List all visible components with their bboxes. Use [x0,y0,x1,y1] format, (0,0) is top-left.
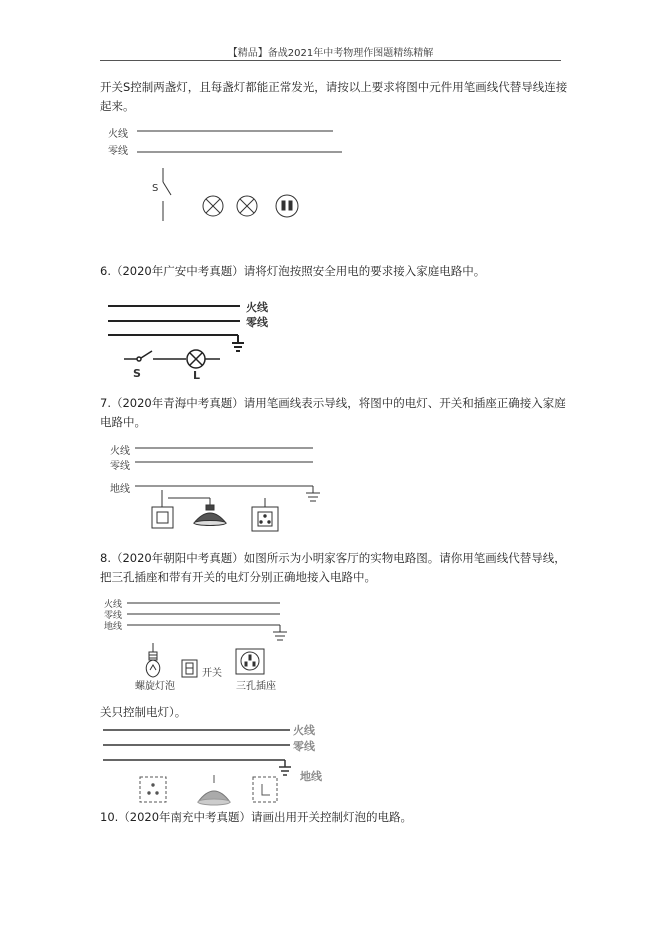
fig5-lamp-symbol [198,775,230,805]
fig4-live-label: 火线 [104,600,123,610]
question-5-text: 开关S控制两盏灯，且每盏灯都能正常发光，请按以上要求将图中元件用笔画线代替导线连接起来。 [100,80,568,113]
fig2-lamp-label: L [193,369,201,382]
page-header: 【精品】备战2021年中考物理作图题精练精解 [227,48,434,59]
question-10-text: 10.（2020年南充中考真题）请画出用开关控制灯泡的电路。 [100,810,413,824]
fig4-bulb-label: 螺旋灯泡 [135,681,175,692]
fig4-neutral-label: 零线 [104,611,123,621]
fig1-switch-label: S [152,183,159,194]
fig4-socket-label: 三孔插座 [236,681,276,692]
fig3-ground-label: 地线 [110,484,130,495]
fig4-switch-label: 开关 [202,668,222,679]
fig1-neutral-label: 零线 [108,146,128,157]
question-7-text: 7.（2020年青海中考真题）请用笔画线表示导线，将图中的电灯、开关和插座正确接入家庭电路中。 [100,396,566,429]
fig5-live-label: 火线 [293,724,315,737]
question-6-text: 6.（2020年广安中考真题）请将灯泡按照安全用电的要求接入家庭电路中。 [100,264,486,278]
fig4-ground-label: 地线 [104,622,123,632]
fig5-ground-label: 地线 [300,770,322,783]
fig2-neutral-label: 零线 [246,316,268,329]
question-8-text: 8.（2020年朝阳中考真题）如图所示为小明家客厅的实物电路图。请你用笔画线代替导线，把三孔插座和带有开关的电灯分别正确地接入电路中。 [100,551,566,584]
fig3-live-label: 火线 [110,446,130,457]
fig5-socket-symbol [140,777,166,802]
fig2-live-label: 火线 [246,301,268,314]
fig3-neutral-label: 零线 [110,461,130,472]
fig5-neutral-label: 零线 [293,740,315,753]
fig2-switch-label: S [133,367,141,380]
fig1-live-label: 火线 [108,129,128,140]
fig5-ground-wire [103,760,291,775]
question-9-text: 关只控制电灯）。 [100,705,187,719]
fig5-switch-symbol [253,777,277,802]
